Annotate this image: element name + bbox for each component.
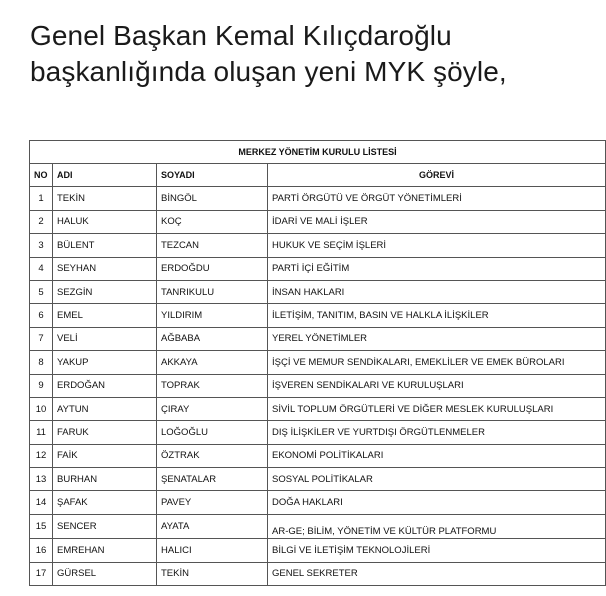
cell-no: 3 <box>30 234 53 257</box>
cell-gorevi: DIŞ İLİŞKİLER VE YURTDIŞI ÖRGÜTLENMELER <box>268 421 606 444</box>
cell-adi: SENCER <box>53 514 157 538</box>
cell-adi: FAİK <box>53 444 157 467</box>
cell-gorevi: İŞÇİ VE MEMUR SENDİKALARI, EMEKLİLER VE EMEK BÜROLARI <box>268 351 606 374</box>
table-row <box>30 397 606 420</box>
myk-table <box>29 140 606 586</box>
cell-gorevi: İNSAN HAKLARI <box>268 280 606 303</box>
cell-gorevi: BİLGİ VE İLETİŞİM TEKNOLOJİLERİ <box>268 539 606 562</box>
cell-soyadi: KOÇ <box>157 210 268 233</box>
cell-adi: AYTUN <box>53 397 157 420</box>
cell-gorevi: İŞVEREN SENDİKALARI VE KURULUŞLARI <box>268 374 606 397</box>
table-row <box>30 491 606 514</box>
table-header-row <box>30 164 606 187</box>
cell-no: 2 <box>30 210 53 233</box>
table-row <box>30 351 606 374</box>
cell-adi: EMEL <box>53 304 157 327</box>
cell-gorevi: GENEL SEKRETER <box>268 562 606 585</box>
table-row <box>30 234 606 257</box>
table-row <box>30 280 606 303</box>
column-header-adi: ADI <box>53 164 157 187</box>
table-row <box>30 421 606 444</box>
cell-soyadi: LOĞOĞLU <box>157 421 268 444</box>
table-title: MERKEZ YÖNETİM KURULU LİSTESİ <box>30 141 606 164</box>
cell-gorevi: PARTİ ÖRGÜTÜ VE ÖRGÜT YÖNETİMLERİ <box>268 187 606 210</box>
cell-soyadi: ŞENATALAR <box>157 468 268 491</box>
cell-soyadi: ÇIRAY <box>157 397 268 420</box>
table-title-row <box>30 141 606 164</box>
cell-no: 8 <box>30 351 53 374</box>
table-row <box>30 468 606 491</box>
cell-gorevi: İLETİŞİM, TANITIM, BASIN VE HALKLA İLİŞKİLER <box>268 304 606 327</box>
cell-adi: HALUK <box>53 210 157 233</box>
cell-soyadi: TEKİN <box>157 562 268 585</box>
cell-no: 12 <box>30 444 53 467</box>
headline-line-2: başkanlığında oluşan yeni MYK şöyle, <box>30 56 507 87</box>
table-row <box>30 539 606 562</box>
cell-adi: YAKUP <box>53 351 157 374</box>
cell-soyadi: AKKAYA <box>157 351 268 374</box>
cell-gorevi: İDARİ VE MALİ İŞLER <box>268 210 606 233</box>
cell-gorevi: SİVİL TOPLUM ÖRGÜTLERİ VE DİĞER MESLEK KURULUŞLARI <box>268 397 606 420</box>
table-row <box>30 257 606 280</box>
cell-soyadi: ERDOĞDU <box>157 257 268 280</box>
cell-no: 13 <box>30 468 53 491</box>
cell-no: 11 <box>30 421 53 444</box>
headline <box>30 18 600 90</box>
cell-soyadi: TANRIKULU <box>157 280 268 303</box>
cell-soyadi: PAVEY <box>157 491 268 514</box>
cell-adi: ERDOĞAN <box>53 374 157 397</box>
cell-adi: FARUK <box>53 421 157 444</box>
cell-no: 1 <box>30 187 53 210</box>
table-row <box>30 444 606 467</box>
cell-adi: SEYHAN <box>53 257 157 280</box>
cell-gorevi: PARTİ İÇİ EĞİTİM <box>268 257 606 280</box>
cell-soyadi: YILDIRIM <box>157 304 268 327</box>
cell-soyadi: HALICI <box>157 539 268 562</box>
cell-adi: TEKİN <box>53 187 157 210</box>
cell-soyadi: AYATA <box>157 514 268 538</box>
cell-gorevi: DOĞA HAKLARI <box>268 491 606 514</box>
cell-no: 10 <box>30 397 53 420</box>
cell-adi: GÜRSEL <box>53 562 157 585</box>
table-row <box>30 514 606 538</box>
cell-no: 16 <box>30 539 53 562</box>
table-row <box>30 374 606 397</box>
column-header-gorevi: GÖREVİ <box>268 164 606 187</box>
cell-no: 4 <box>30 257 53 280</box>
cell-no: 14 <box>30 491 53 514</box>
table-row <box>30 562 606 585</box>
cell-adi: BURHAN <box>53 468 157 491</box>
cell-no: 7 <box>30 327 53 350</box>
cell-no: 15 <box>30 514 53 538</box>
cell-adi: SEZGİN <box>53 280 157 303</box>
table-row <box>30 187 606 210</box>
cell-no: 9 <box>30 374 53 397</box>
cell-adi: ŞAFAK <box>53 491 157 514</box>
cell-soyadi: TEZCAN <box>157 234 268 257</box>
cell-gorevi: SOSYAL POLİTİKALAR <box>268 468 606 491</box>
cell-gorevi: YEREL YÖNETİMLER <box>268 327 606 350</box>
cell-soyadi: ÖZTRAK <box>157 444 268 467</box>
myk-table-container <box>29 140 605 586</box>
cell-adi: VELİ <box>53 327 157 350</box>
table-row <box>30 210 606 233</box>
cell-soyadi: BİNGÖL <box>157 187 268 210</box>
column-header-soyadi: SOYADI <box>157 164 268 187</box>
cell-adi: BÜLENT <box>53 234 157 257</box>
cell-no: 6 <box>30 304 53 327</box>
table-row <box>30 304 606 327</box>
column-header-no: NO <box>30 164 53 187</box>
cell-gorevi: EKONOMİ POLİTİKALARI <box>268 444 606 467</box>
cell-no: 5 <box>30 280 53 303</box>
cell-soyadi: TOPRAK <box>157 374 268 397</box>
cell-gorevi: HUKUK VE SEÇİM İŞLERİ <box>268 234 606 257</box>
cell-soyadi: AĞBABA <box>157 327 268 350</box>
table-row <box>30 327 606 350</box>
cell-adi: EMREHAN <box>53 539 157 562</box>
cell-no: 17 <box>30 562 53 585</box>
cell-gorevi: AR-GE; BİLİM, YÖNETİM VE KÜLTÜR PLATFORMU <box>268 514 606 538</box>
headline-line-1: Genel Başkan Kemal Kılıçdaroğlu <box>30 20 452 51</box>
